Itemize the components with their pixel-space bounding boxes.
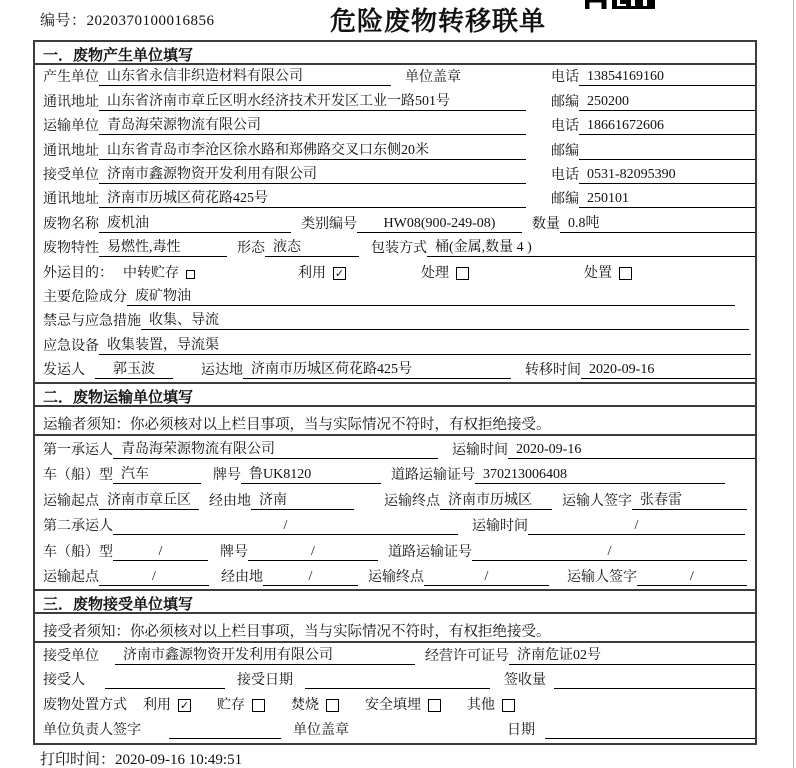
check-icon: ✓ [179, 699, 190, 713]
receiver-unit-value: 济南市鑫源物资开发利用有限公司 [99, 163, 526, 184]
receiver-unit-label: 接受单位 [43, 167, 99, 183]
waste-props-value: 易燃性,毒性 [99, 236, 227, 257]
disposal-checkbox-incinerate[interactable] [326, 699, 339, 712]
row-receive-person [35, 668, 755, 693]
section2-header: 二．废物运输单位填写 [35, 382, 755, 407]
disposal-option-other [467, 694, 515, 714]
route2-sign-value: / [637, 569, 747, 586]
row-hazard [35, 285, 755, 309]
packing-value: 桶(金属,数量 4 ) [427, 236, 755, 257]
transporter-zip-value [579, 159, 755, 160]
carrier2-value: / [113, 518, 458, 535]
transfer-form [33, 40, 757, 745]
producer-unit-value: 山东省永信非织造材料有限公司 [99, 65, 391, 86]
check-icon: ✓ [334, 266, 345, 280]
row-waste-name [35, 211, 755, 235]
permit-label: 经营许可证号 [425, 648, 509, 664]
license1-label: 道路运输证号 [391, 468, 475, 484]
disposal-checkbox-utilize[interactable] [178, 699, 191, 712]
receiver-phone-value: 0531-82095390 [579, 167, 755, 184]
sign-qty-value [554, 688, 755, 689]
row-vehicle1 [35, 462, 755, 488]
purpose-option-utilize [298, 262, 346, 282]
row-taboo [35, 309, 755, 333]
waste-name-value: 废机油 [99, 212, 291, 233]
transfer-time-value: 2020-09-16 [581, 362, 755, 379]
plate2-label: 牌号 [220, 544, 248, 560]
row-producer-address [35, 89, 755, 113]
route1-via-value: 济南 [251, 489, 354, 510]
page-edge-line [793, 0, 794, 768]
equipment-label: 应急设备 [43, 338, 99, 354]
waste-qty-label: 数量 [532, 216, 560, 232]
waste-qty-value: 0.8吨 [560, 212, 755, 233]
taboo-value: 收集、导流 [141, 309, 749, 330]
producer-zip-label: 邮编 [551, 94, 579, 110]
route2-via-value: / [263, 569, 358, 586]
row-waste-props [35, 236, 755, 260]
transporter-zip-label: 邮编 [551, 143, 579, 159]
producer-unit-label: 产生单位 [43, 70, 99, 86]
carrier2-time-label: 运输时间 [472, 519, 528, 535]
purpose-dispose-label: 处置 [584, 265, 612, 281]
route2-start-value: / [99, 569, 209, 586]
route1-start-value: 济南市章丘区 [99, 489, 199, 510]
doc-number-label: 编号： [40, 13, 87, 29]
row-purpose [35, 260, 755, 284]
producer-address-value: 山东省济南市章丘区明水经济技术开发区工业一路501号 [99, 90, 526, 111]
sign-qty-label: 签收量 [504, 673, 546, 689]
taboo-label: 禁忌与应急措施 [43, 314, 141, 330]
section-transport [35, 382, 755, 589]
carrier1-value: 青岛海荣源物流有限公司 [113, 438, 438, 459]
checkbox-utilize[interactable] [333, 267, 346, 280]
row-receiver-unit [35, 163, 755, 187]
receiver-zip-label: 邮编 [551, 192, 579, 208]
vehicle2-value: / [113, 544, 208, 561]
disposal-landfill-label: 安全填埋 [365, 698, 421, 714]
receiver-address-label: 通讯地址 [43, 192, 99, 208]
print-time [40, 748, 242, 768]
row-shipper [35, 358, 755, 382]
plate2-value: / [248, 544, 378, 561]
transporter-unit-value: 青岛海荣源物流有限公司 [99, 114, 526, 135]
shipper-value: 郭玉波 [95, 358, 173, 379]
receive-unit-label: 接受单位 [43, 648, 99, 664]
row-carrier2 [35, 513, 755, 539]
route2-via-label: 经由地 [221, 570, 263, 586]
receiver-zip-value: 250101 [579, 191, 755, 208]
disposal-checkbox-landfill[interactable] [428, 699, 441, 712]
transporter-phone-label: 电话 [551, 119, 579, 135]
transporter-unit-label: 运输单位 [43, 119, 99, 135]
row-carrier1 [35, 436, 755, 462]
producer-address-label: 通讯地址 [43, 94, 99, 110]
print-time-label: 打印时间： [40, 752, 116, 768]
checkbox-transit-storage[interactable] [186, 270, 195, 279]
shipper-label: 发运人 [43, 363, 85, 379]
disposal-other-label: 其他 [467, 698, 495, 714]
waste-form-label: 形态 [237, 241, 265, 257]
disposal-label: 废物处置方式 [43, 698, 127, 714]
unit-stamp2-label: 单位盖章 [293, 722, 349, 738]
purpose-option-transit [123, 262, 195, 282]
waste-props-label: 废物特性 [43, 241, 99, 257]
receive-date-label: 接受日期 [237, 673, 293, 689]
carrier1-time-value: 2020-09-16 [508, 442, 755, 459]
receive-unit-value: 济南市鑫源物资开发利用有限公司 [115, 644, 415, 665]
row-route1 [35, 487, 755, 513]
row-transporter-address [35, 138, 755, 162]
plate1-value: 鲁UK8120 [241, 463, 381, 484]
row-producer-unit [35, 65, 755, 89]
signature-value [169, 738, 281, 739]
disposal-option-utilize [143, 694, 191, 714]
route2-end-value: / [424, 569, 549, 586]
row-receive-unit [35, 643, 755, 668]
route1-start-label: 运输起点 [43, 493, 99, 509]
carrier2-time-value: / [528, 518, 745, 535]
section-producer [35, 42, 755, 382]
receive-person-label: 接受人 [43, 673, 85, 689]
transporter-phone-value: 18661672606 [579, 118, 755, 135]
route1-via-label: 经由地 [209, 493, 251, 509]
producer-phone-label: 电话 [551, 70, 579, 86]
qr-code-partial-icon [585, 0, 657, 9]
section1-header: 一．废物产生单位填写 [35, 42, 755, 65]
receive-date-value [305, 688, 490, 689]
vehicle1-label: 车（船）型 [43, 468, 113, 484]
producer-phone-value: 13854169160 [579, 69, 755, 86]
route2-end-label: 运输终点 [368, 570, 424, 586]
row-equipment [35, 333, 755, 357]
purpose-transit-label: 中转贮存 [123, 265, 179, 281]
license1-value: 370213006408 [475, 467, 725, 484]
disposal-utilize-label: 利用 [143, 698, 171, 714]
disposal-storage-label: 贮存 [217, 698, 245, 714]
license2-value: / [472, 544, 747, 561]
license2-label: 道路运输证号 [388, 544, 472, 560]
carrier2-label: 第二承运人 [43, 519, 113, 535]
waste-category-label: 类别编号 [301, 216, 357, 232]
print-time-value: 2020-09-16 10:49:51 [115, 752, 243, 768]
disposal-option-landfill [365, 694, 441, 714]
unit-stamp-label: 单位盖章 [405, 70, 461, 86]
transporter-address-label: 通讯地址 [43, 143, 99, 159]
receiver-phone-label: 电话 [551, 167, 579, 183]
page-title: 危险废物转移联单 [330, 6, 547, 36]
purpose-option-treat [421, 262, 469, 282]
equipment-value: 收集装置，导流渠 [99, 334, 751, 355]
permit-value: 济南危证02号 [509, 644, 755, 665]
row-route2 [35, 564, 755, 590]
row-disposal [35, 692, 755, 717]
doc-number-value: 2020370100016856 [86, 13, 215, 29]
dest-value: 济南市历城区荷花路425号 [243, 358, 511, 379]
row-receiver-address [35, 187, 755, 211]
section3-header: 三．废物接受单位填写 [35, 589, 755, 614]
receiver-address-value: 济南市历城区荷花路425号 [99, 187, 526, 208]
disposal-option-incinerate [291, 694, 339, 714]
row-transporter-unit [35, 114, 755, 138]
plate1-label: 牌号 [213, 468, 241, 484]
disposal-incinerate-label: 焚烧 [291, 698, 319, 714]
route1-end-label: 运输终点 [384, 493, 440, 509]
section-receive [35, 589, 755, 742]
sign-date-label: 日期 [507, 722, 535, 738]
waste-name-label: 废物名称 [43, 216, 99, 232]
producer-zip-value: 250200 [579, 94, 755, 111]
hazard-value: 废矿物油 [127, 285, 735, 306]
checkbox-treat[interactable] [456, 267, 469, 280]
route2-sign-label: 运输人签字 [567, 570, 637, 586]
route1-end-value: 济南市历城区 [440, 489, 552, 510]
row-signature [35, 717, 755, 742]
section2-notice: 运输者须知：你必须核对以上栏目事项，当与实际情况不符时，有权拒绝接受。 [35, 407, 755, 436]
purpose-utilize-label: 利用 [298, 265, 326, 281]
doc-number [40, 9, 215, 30]
route1-sign-label: 运输人签字 [562, 493, 632, 509]
disposal-checkbox-other[interactable] [502, 699, 515, 712]
waste-form-value: 液态 [265, 236, 359, 257]
disposal-checkbox-storage[interactable] [252, 699, 265, 712]
route2-start-label: 运输起点 [43, 570, 99, 586]
waste-category-value: HW08(900-249-08) [357, 216, 522, 233]
signature-label: 单位负责人签字 [43, 722, 141, 738]
transporter-address-value: 山东省青岛市李沧区徐水路和郑佛路交叉口东侧20米 [99, 139, 526, 160]
vehicle1-value: 汽车 [113, 463, 201, 484]
purpose-label: 外运目的： [43, 265, 113, 281]
carrier1-label: 第一承运人 [43, 442, 113, 458]
packing-label: 包装方式 [371, 241, 427, 257]
vehicle2-label: 车（船）型 [43, 544, 113, 560]
hazard-label: 主要危险成分 [43, 289, 127, 305]
row-vehicle2 [35, 538, 755, 564]
purpose-treat-label: 处理 [421, 265, 449, 281]
transfer-time-label: 转移时间 [525, 363, 581, 379]
purpose-option-dispose [584, 262, 632, 282]
carrier1-time-label: 运输时间 [452, 442, 508, 458]
disposal-option-storage [217, 694, 265, 714]
sign-date-value [545, 738, 755, 739]
section3-notice: 接受者须知：你必须核对以上栏目事项，当与实际情况不符时，有权拒绝接受。 [35, 614, 755, 643]
route1-sign-value: 张春雷 [632, 489, 747, 510]
dest-label: 运达地 [201, 363, 243, 379]
checkbox-dispose[interactable] [619, 267, 632, 280]
receive-person-value [105, 688, 225, 689]
